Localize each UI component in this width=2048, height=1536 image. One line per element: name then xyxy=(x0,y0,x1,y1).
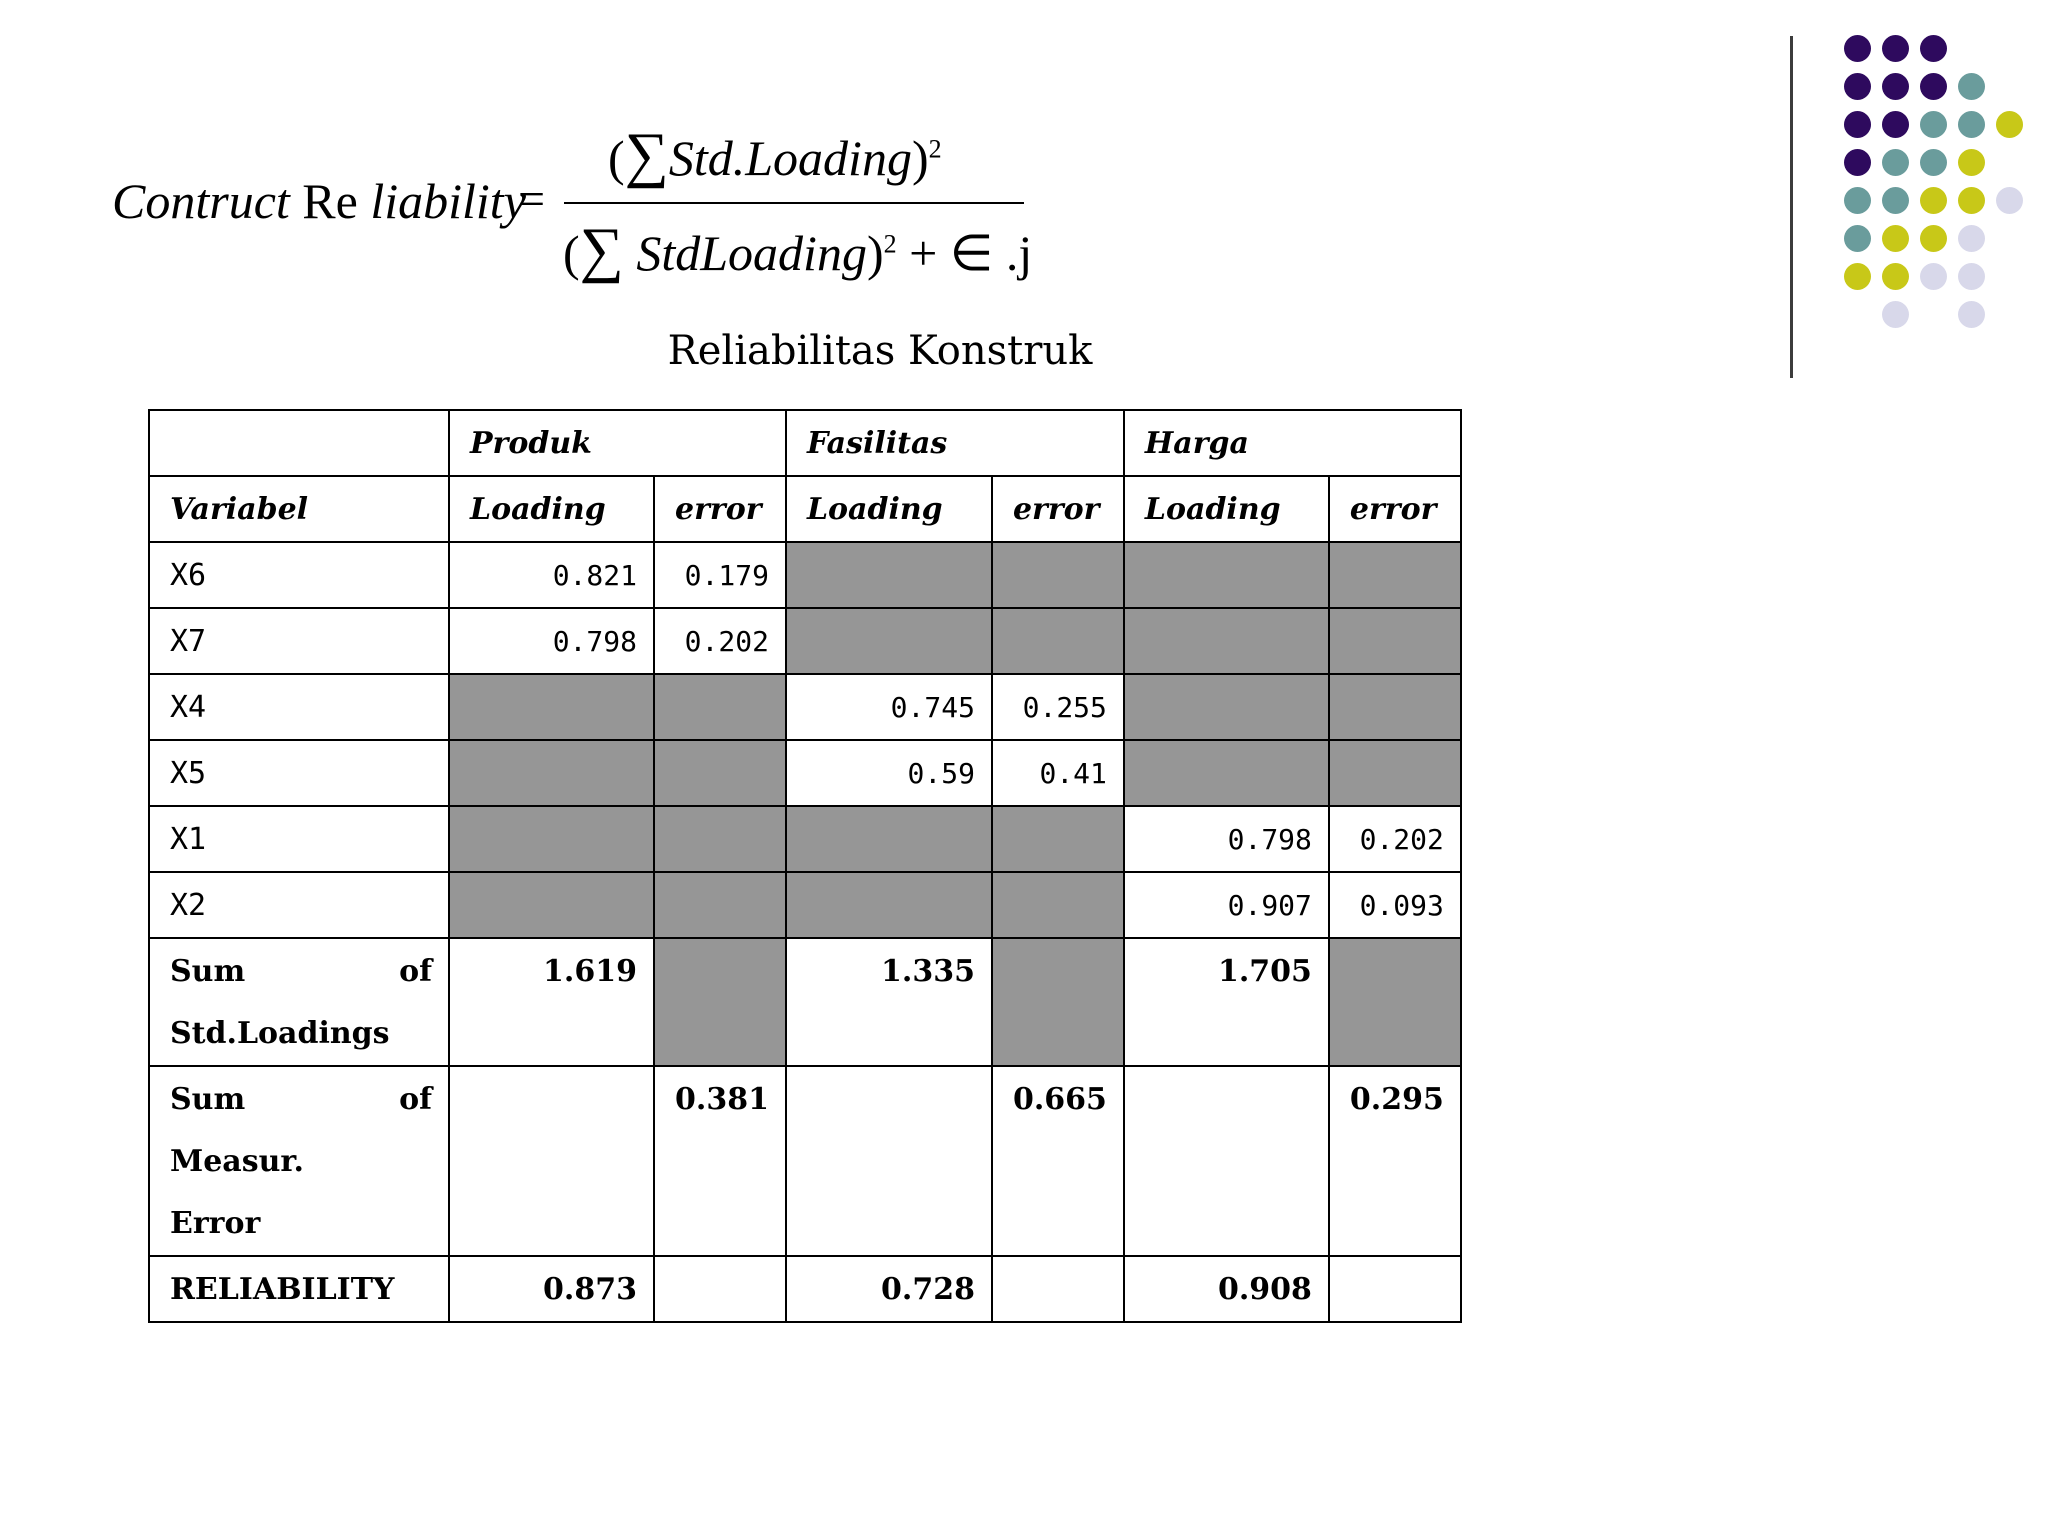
decorative-dot xyxy=(1996,187,2023,214)
sum-std-value: 1.335 xyxy=(786,938,992,1066)
group-header-row xyxy=(149,410,1461,476)
sum-err-value: 0.381 xyxy=(654,1066,786,1256)
empty-cell xyxy=(654,806,786,872)
label-part: Std.Loadings xyxy=(170,1016,390,1051)
empty-cell xyxy=(654,938,786,1066)
row-label: X1 xyxy=(149,806,449,872)
empty-cell xyxy=(786,542,992,608)
variabel-header: Variabel xyxy=(149,476,449,542)
formula-lhs-part: Contruct xyxy=(112,173,290,229)
decorative-dot xyxy=(1958,187,1985,214)
blank-cell xyxy=(1329,1256,1461,1322)
decorative-dot xyxy=(1844,187,1871,214)
exponent: 2 xyxy=(928,134,942,164)
reliability-value: 0.728 xyxy=(786,1256,992,1322)
row-label: X6 xyxy=(149,542,449,608)
blank-cell xyxy=(992,1256,1124,1322)
empty-cell xyxy=(1329,608,1461,674)
blank-cell xyxy=(449,1066,654,1256)
decorative-dot xyxy=(1844,35,1871,62)
table-row xyxy=(149,806,1461,872)
label-part: Error xyxy=(170,1206,261,1241)
empty-cell xyxy=(449,806,654,872)
formula-equals: = xyxy=(518,173,546,226)
group-header: Harga xyxy=(1124,410,1461,476)
empty-cell xyxy=(449,674,654,740)
decorative-dot xyxy=(1882,225,1909,252)
empty-cell xyxy=(992,542,1124,608)
decorative-dot xyxy=(1844,111,1871,138)
empty-cell xyxy=(654,740,786,806)
decorative-dot xyxy=(1882,263,1909,290)
decorative-dot xyxy=(1844,263,1871,290)
loading-header: Loading xyxy=(786,476,992,542)
row-label: X2 xyxy=(149,872,449,938)
decorative-dot xyxy=(1920,35,1947,62)
decorative-dot xyxy=(1844,225,1871,252)
formula-lhs-part: Re xyxy=(302,173,358,229)
fraction-bar xyxy=(564,202,1024,204)
loading-header: Loading xyxy=(1124,476,1329,542)
empty-cell xyxy=(786,608,992,674)
empty-cell xyxy=(1329,740,1461,806)
sum-std-label xyxy=(149,938,449,1066)
reliability-row xyxy=(149,1256,1461,1322)
reliability-value: 0.873 xyxy=(449,1256,654,1322)
empty-cell xyxy=(1124,674,1329,740)
decorative-dot xyxy=(1882,35,1909,62)
empty-cell xyxy=(992,938,1124,1066)
error-value: 0.202 xyxy=(654,608,786,674)
error-value: 0.255 xyxy=(992,674,1124,740)
empty-cell xyxy=(1124,740,1329,806)
decorative-dot xyxy=(1958,149,1985,176)
error-header: error xyxy=(1329,476,1461,542)
row-label: X4 xyxy=(149,674,449,740)
table-row xyxy=(149,872,1461,938)
decorative-divider xyxy=(1790,36,1793,378)
loading-value: 0.907 xyxy=(1124,872,1329,938)
error-header: error xyxy=(654,476,786,542)
decorative-dot xyxy=(1958,225,1985,252)
reliability-value: 0.908 xyxy=(1124,1256,1329,1322)
reliability-formula xyxy=(108,120,1048,300)
loading-value: 0.59 xyxy=(786,740,992,806)
reliability-label: RELIABILITY xyxy=(149,1256,449,1322)
formula-numerator: (∑Std.Loading)$^2$ xyxy=(608,121,942,189)
empty-cell xyxy=(449,740,654,806)
decorative-dot xyxy=(1920,263,1947,290)
error-value: 0.093 xyxy=(1329,872,1461,938)
empty-cell xyxy=(786,806,992,872)
empty-corner xyxy=(149,410,449,476)
empty-cell xyxy=(786,872,992,938)
sum-symbol: ∑ xyxy=(624,121,669,189)
loading-value: 0.745 xyxy=(786,674,992,740)
decorative-dot xyxy=(1920,149,1947,176)
decorative-dot xyxy=(1844,149,1871,176)
decorative-dot xyxy=(1958,301,1985,328)
label-part: of xyxy=(399,954,432,989)
exponent: 2 xyxy=(883,229,897,259)
sum-std-value: 1.619 xyxy=(449,938,654,1066)
empty-cell xyxy=(1329,938,1461,1066)
group-header: Produk xyxy=(449,410,786,476)
empty-cell xyxy=(654,872,786,938)
decorative-dot xyxy=(1920,225,1947,252)
decorative-dot xyxy=(1920,111,1947,138)
empty-cell xyxy=(654,674,786,740)
sum-measurement-error-row xyxy=(149,1066,1461,1256)
label-part: Sum xyxy=(170,954,246,989)
decorative-dot xyxy=(1882,73,1909,100)
sum-err-value: 0.295 xyxy=(1329,1066,1461,1256)
table-row xyxy=(149,740,1461,806)
empty-cell xyxy=(449,872,654,938)
label-part: Sum of Measur. xyxy=(170,1082,432,1179)
decorative-dot xyxy=(1882,187,1909,214)
decorative-dot xyxy=(1958,73,1985,100)
empty-cell xyxy=(1124,542,1329,608)
table-caption: Reliabilitas Konstruk xyxy=(667,328,1093,374)
column-header-row xyxy=(149,476,1461,542)
empty-cell xyxy=(992,806,1124,872)
formula-denominator: (∑ StdLoading)$^2$ + ∈ .j xyxy=(563,216,1033,284)
decorative-dot xyxy=(1920,73,1947,100)
sum-err-label xyxy=(149,1066,449,1256)
numerator-text: Std.Loading xyxy=(668,130,912,186)
empty-cell xyxy=(1124,608,1329,674)
blank-cell xyxy=(654,1256,786,1322)
blank-cell xyxy=(786,1066,992,1256)
blank-cell xyxy=(1124,1066,1329,1256)
error-value: 0.202 xyxy=(1329,806,1461,872)
row-label: X7 xyxy=(149,608,449,674)
formula-lhs-part: liability xyxy=(370,173,526,229)
decorative-dot xyxy=(1958,263,1985,290)
table-row xyxy=(149,542,1461,608)
empty-cell xyxy=(992,872,1124,938)
loading-value: 0.798 xyxy=(449,608,654,674)
error-header: error xyxy=(992,476,1124,542)
empty-cell xyxy=(1329,542,1461,608)
error-value: 0.179 xyxy=(654,542,786,608)
empty-cell xyxy=(1329,674,1461,740)
error-value: 0.41 xyxy=(992,740,1124,806)
decorative-dot xyxy=(1844,73,1871,100)
sum-err-value: 0.665 xyxy=(992,1066,1124,1256)
sum-symbol: ∑ xyxy=(579,216,624,284)
decorative-dot xyxy=(1882,149,1909,176)
decorative-dot xyxy=(1920,187,1947,214)
decorative-dot xyxy=(1996,111,2023,138)
decorative-dot xyxy=(1882,301,1909,328)
loading-header: Loading xyxy=(449,476,654,542)
decorative-dot xyxy=(1958,111,1985,138)
denominator-text: StdLoading xyxy=(636,225,867,281)
row-label: X5 xyxy=(149,740,449,806)
sum-std-loadings-row xyxy=(149,938,1461,1066)
group-header: Fasilitas xyxy=(786,410,1124,476)
reliability-table xyxy=(148,409,1462,1323)
decorative-dot xyxy=(1882,111,1909,138)
error-term: + ∈ .j xyxy=(909,225,1033,281)
loading-value: 0.798 xyxy=(1124,806,1329,872)
table-row xyxy=(149,608,1461,674)
formula-lhs xyxy=(112,172,526,230)
sum-std-value: 1.705 xyxy=(1124,938,1329,1066)
table-row xyxy=(149,674,1461,740)
empty-cell xyxy=(992,608,1124,674)
loading-value: 0.821 xyxy=(449,542,654,608)
